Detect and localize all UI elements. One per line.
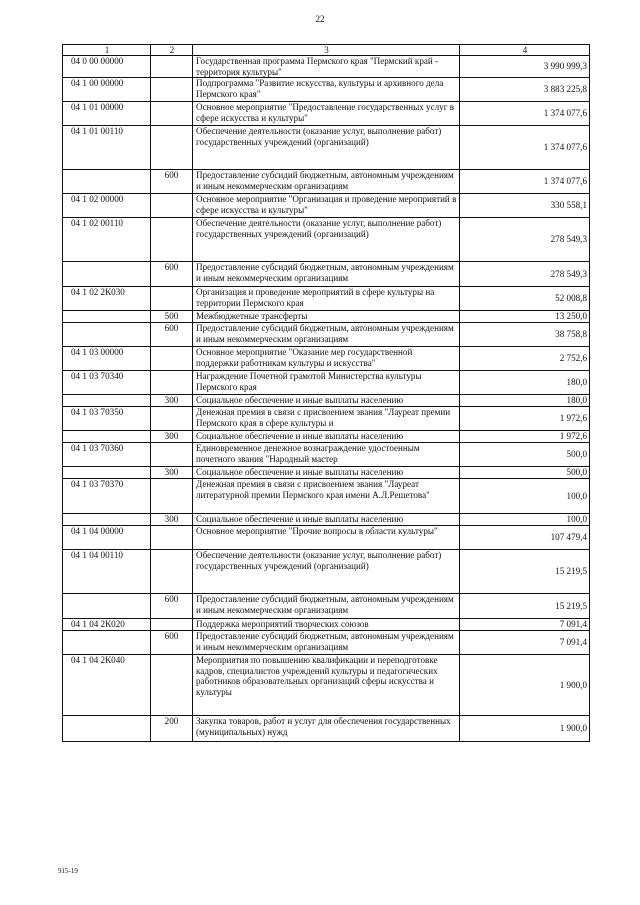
- expense-type-code: 300: [151, 467, 193, 479]
- expense-type-code: [151, 126, 193, 170]
- amount-value: 500,0: [460, 467, 590, 479]
- amount-value: 1 972,6: [460, 431, 590, 443]
- amount-value: 3 990 999,3: [460, 56, 590, 78]
- classification-code: [63, 631, 151, 655]
- amount-value: 100,0: [460, 479, 590, 514]
- classification-code: 04 1 03 70370: [63, 479, 151, 514]
- item-name: Предоставление субсидий бюджетным, автономным учреждениям и иным некоммерческим организациям: [193, 262, 460, 287]
- amount-value: 15 219,5: [460, 550, 590, 594]
- item-name: Обеспечение деятельности (оказание услуг, выполнение работ) государственных учреждений (организаций): [193, 218, 460, 262]
- item-name: Единовременное денежное вознаграждение удостоенным почетного звания "Народный мастер: [193, 443, 460, 467]
- item-name: Предоставление субсидий бюджетным, автономным учреждениям и иным некоммерческим организациям: [193, 323, 460, 347]
- table-row: [63, 467, 590, 479]
- amount-value: 1 374 077,6: [460, 126, 590, 170]
- table-row: [63, 262, 590, 287]
- table-row: [63, 102, 590, 126]
- expense-type-code: 300: [151, 431, 193, 443]
- amount-value: 7 091,4: [460, 631, 590, 655]
- item-name: Награждение Почетной грамотой Министерства культуры Пермского края: [193, 371, 460, 395]
- classification-code: 04 1 02 00110: [63, 218, 151, 262]
- table-row: [63, 479, 590, 514]
- expense-type-code: 600: [151, 323, 193, 347]
- classification-code: [63, 431, 151, 443]
- table-row: [63, 550, 590, 594]
- classification-code: 04 1 02 2К030: [63, 287, 151, 311]
- amount-value: 330 558,1: [460, 194, 590, 218]
- table-row: [63, 526, 590, 550]
- item-name: Подпрограмма "Развитие искусства, культуры и архивного дела Пермского края": [193, 78, 460, 102]
- classification-code: 04 1 03 00000: [63, 347, 151, 371]
- amount-value: 500,0: [460, 443, 590, 467]
- expense-type-code: [151, 619, 193, 631]
- expense-type-code: [151, 347, 193, 371]
- classification-code: [63, 323, 151, 347]
- table-row: [63, 514, 590, 526]
- table-header-row: [63, 45, 590, 56]
- expense-type-code: [151, 550, 193, 594]
- table-row: [63, 395, 590, 407]
- item-name: Предоставление субсидий бюджетным, автономным учреждениям и иным некоммерческим организациям: [193, 170, 460, 194]
- table-row: [63, 716, 590, 742]
- item-name: Межбюджетные трансферты: [193, 311, 460, 323]
- table-row: [63, 218, 590, 262]
- expense-type-code: [151, 78, 193, 102]
- item-name: Денежная премия в связи с присвоением звания "Лауреат литературной премии Пермского края имени А.Л.Решетова": [193, 479, 460, 514]
- table-row: [63, 56, 590, 78]
- expense-type-code: 300: [151, 514, 193, 526]
- classification-code: 04 1 01 00110: [63, 126, 151, 170]
- classification-code: 04 1 04 00000: [63, 526, 151, 550]
- amount-value: 180,0: [460, 395, 590, 407]
- expense-type-code: 600: [151, 594, 193, 619]
- amount-value: 2 752,6: [460, 347, 590, 371]
- budget-table: [62, 44, 590, 742]
- amount-value: 1 900,0: [460, 716, 590, 742]
- expense-type-code: 300: [151, 395, 193, 407]
- amount-value: 3 883 225,8: [460, 78, 590, 102]
- item-name: Социальное обеспечение и иные выплаты населению: [193, 431, 460, 443]
- classification-code: [63, 311, 151, 323]
- item-name: Основное мероприятие "Оказание мер государственной поддержки работникам культуры и искусства": [193, 347, 460, 371]
- amount-value: 278 549,3: [460, 262, 590, 287]
- amount-value: 1 900,0: [460, 655, 590, 716]
- expense-type-code: [151, 443, 193, 467]
- expense-type-code: [151, 479, 193, 514]
- amount-value: 1 374 077,6: [460, 102, 590, 126]
- item-name: Основное мероприятие "Прочие вопросы в области культуры": [193, 526, 460, 550]
- expense-type-code: [151, 371, 193, 395]
- column-header: 3: [193, 45, 460, 56]
- table-row: [63, 347, 590, 371]
- footer-code: 915-19: [58, 867, 78, 875]
- expense-type-code: 600: [151, 631, 193, 655]
- expense-type-code: [151, 218, 193, 262]
- amount-value: 180,0: [460, 371, 590, 395]
- expense-type-code: [151, 56, 193, 78]
- expense-type-code: 600: [151, 170, 193, 194]
- table-row: [63, 323, 590, 347]
- classification-code: 04 1 04 2К020: [63, 619, 151, 631]
- item-name: Основное мероприятие "Организация и проведение мероприятий в сфере искусства и культуры": [193, 194, 460, 218]
- classification-code: 04 0 00 00000: [63, 56, 151, 78]
- item-name: Мероприятия по повышению квалификации и переподготовке кадров, специалистов учреждений культуры и педагогических работников образовательных организаций сферы искусства и культуры: [193, 655, 460, 716]
- classification-code: [63, 716, 151, 742]
- classification-code: [63, 170, 151, 194]
- classification-code: 04 1 02 00000: [63, 194, 151, 218]
- amount-value: 52 008,8: [460, 287, 590, 311]
- expense-type-code: [151, 194, 193, 218]
- classification-code: [63, 594, 151, 619]
- amount-value: 13 250,0: [460, 311, 590, 323]
- classification-code: 04 1 00 00000: [63, 78, 151, 102]
- item-name: Предоставление субсидий бюджетным, автономным учреждениям и иным некоммерческим организациям: [193, 594, 460, 619]
- item-name: Закупка товаров, работ и услуг для обеспечения государственных (муниципальных) нужд: [193, 716, 460, 742]
- item-name: Государственная программа Пермского края "Пермский край - территория культуры": [193, 56, 460, 78]
- table-row: [63, 443, 590, 467]
- page-number: 22: [315, 14, 325, 24]
- classification-code: 04 1 01 00000: [63, 102, 151, 126]
- expense-type-code: [151, 407, 193, 431]
- table-row: [63, 371, 590, 395]
- amount-value: 7 091,4: [460, 619, 590, 631]
- table-row: [63, 170, 590, 194]
- amount-value: 100,0: [460, 514, 590, 526]
- table-row: [63, 407, 590, 431]
- column-header: 2: [151, 45, 193, 56]
- expense-type-code: 200: [151, 716, 193, 742]
- item-name: Основное мероприятие "Предоставление государственных услуг в сфере искусства и культуры": [193, 102, 460, 126]
- item-name: Обеспечение деятельности (оказание услуг, выполнение работ) государственных учреждений (организаций): [193, 126, 460, 170]
- table-row: [63, 126, 590, 170]
- item-name: Социальное обеспечение и иные выплаты населению: [193, 467, 460, 479]
- table-row: [63, 431, 590, 443]
- item-name: Поддержка мероприятий творческих союзов: [193, 619, 460, 631]
- expense-type-code: 500: [151, 311, 193, 323]
- amount-value: 278 549,3: [460, 218, 590, 262]
- classification-code: 04 1 03 70340: [63, 371, 151, 395]
- table-row: [63, 655, 590, 716]
- item-name: Социальное обеспечение и иные выплаты населению: [193, 514, 460, 526]
- table-row: [63, 311, 590, 323]
- classification-code: 04 1 03 70360: [63, 443, 151, 467]
- column-header: 4: [460, 45, 590, 56]
- table-row: [63, 194, 590, 218]
- classification-code: [63, 395, 151, 407]
- amount-value: 38 758,8: [460, 323, 590, 347]
- classification-code: 04 1 03 70350: [63, 407, 151, 431]
- item-name: Социальное обеспечение и иные выплаты населению: [193, 395, 460, 407]
- item-name: Предоставление субсидий бюджетным, автономным учреждениям и иным некоммерческим организациям: [193, 631, 460, 655]
- classification-code: [63, 514, 151, 526]
- expense-type-code: [151, 526, 193, 550]
- item-name: Денежная премия в связи с присвоением звания "Лауреат премии Пермского края в сфере культуры и: [193, 407, 460, 431]
- amount-value: 1 972,6: [460, 407, 590, 431]
- column-header: 1: [63, 45, 151, 56]
- classification-code: [63, 467, 151, 479]
- expense-type-code: 600: [151, 262, 193, 287]
- table-row: [63, 287, 590, 311]
- expense-type-code: [151, 287, 193, 311]
- table-row: [63, 594, 590, 619]
- item-name: Организация и проведение мероприятий в сфере культуры на территории Пермского края: [193, 287, 460, 311]
- amount-value: 1 374 077,6: [460, 170, 590, 194]
- table-row: [63, 631, 590, 655]
- table-row: [63, 78, 590, 102]
- classification-code: 04 1 04 00110: [63, 550, 151, 594]
- classification-code: 04 1 04 2К040: [63, 655, 151, 716]
- amount-value: 15 219,5: [460, 594, 590, 619]
- table-row: [63, 619, 590, 631]
- expense-type-code: [151, 655, 193, 716]
- item-name: Обеспечение деятельности (оказание услуг, выполнение работ) государственных учреждений (организаций): [193, 550, 460, 594]
- amount-value: 107 479,4: [460, 526, 590, 550]
- classification-code: [63, 262, 151, 287]
- expense-type-code: [151, 102, 193, 126]
